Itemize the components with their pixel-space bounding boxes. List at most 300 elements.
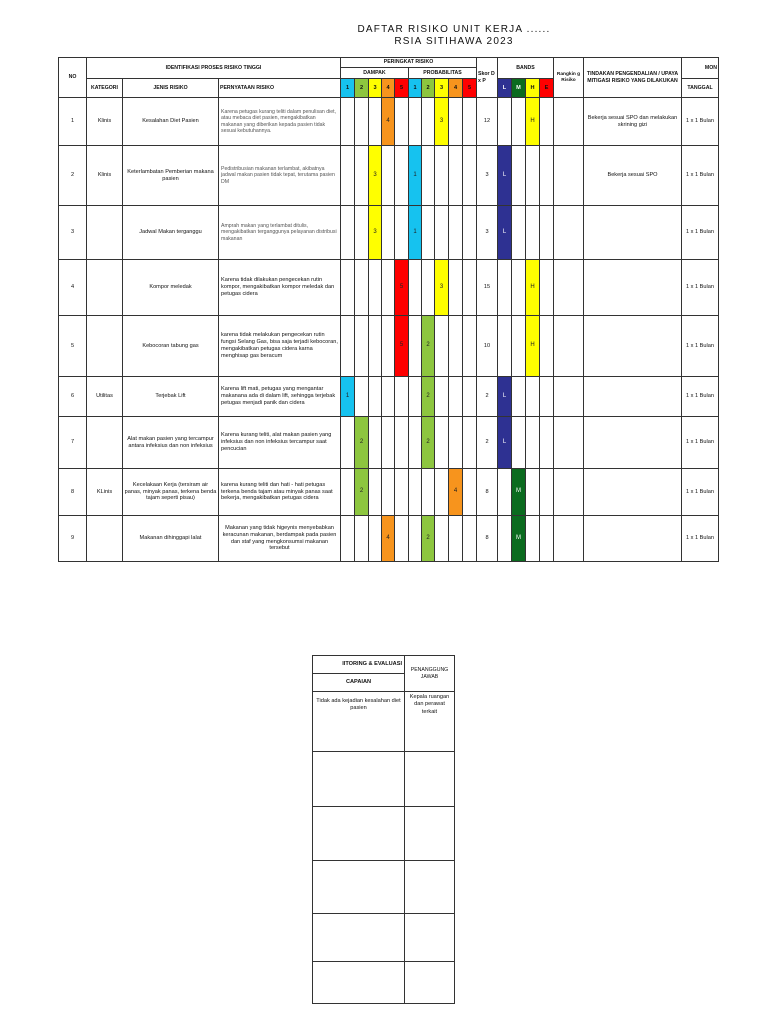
- dampak-cell-2: [355, 98, 369, 146]
- dampak-cell-1: [341, 516, 355, 562]
- row-pernyataan: karena kurang teliti dan hati - hati petugas terkena benda tajam atau minyak panas saat bekerja, mengakibatkan petugas cidera: [219, 469, 341, 516]
- band-cell-H: [526, 146, 540, 206]
- scale-dampak-5: [395, 79, 409, 98]
- scale-dampak-4: [382, 79, 395, 98]
- probabilitas-cell-4: [449, 260, 463, 316]
- probabilitas-cell-2: [422, 146, 435, 206]
- band-cell-H: [526, 206, 540, 260]
- band-value: L: [502, 228, 507, 235]
- sub-capaian: Tidak ada kejadian kesalahan diet pasien: [313, 692, 405, 752]
- row-monitoring: 1 x 1 Bulan: [682, 516, 719, 562]
- dampak-value: 4: [386, 117, 390, 124]
- band-value: L: [502, 171, 507, 178]
- probabilitas-cell-4: [449, 98, 463, 146]
- dampak-value: 3: [373, 228, 377, 235]
- row-kategori: KLinis: [87, 469, 123, 516]
- dampak-cell-5: [395, 516, 409, 562]
- row-kategori: [87, 260, 123, 316]
- band-mark: [512, 516, 526, 562]
- probabilitas-value: 2: [426, 342, 430, 349]
- row-tindakan: [584, 469, 682, 516]
- scale-prob-5: [463, 79, 477, 98]
- header-dampak: DAMPAK: [341, 68, 409, 79]
- table-row: [59, 146, 719, 206]
- dampak-cell-4: [382, 377, 395, 417]
- row-pernyataan: Karena petugas kurang teliti dalam penulisan diet, atau mebaca diet pasien, mengakibatkan makanan yang diberikan kepada pasien tidak sesuai kebutuhannya.: [219, 98, 341, 146]
- row-skor: 12: [477, 98, 498, 146]
- band-cell-H: [526, 417, 540, 469]
- row-skor: 10: [477, 316, 498, 377]
- probabilitas-mark: [422, 516, 435, 562]
- scale-label: 3: [373, 84, 377, 91]
- dampak-cell-3: [369, 98, 382, 146]
- dampak-cell-1: [341, 316, 355, 377]
- dampak-cell-3: [369, 469, 382, 516]
- probabilitas-mark: [422, 417, 435, 469]
- table-row: [59, 469, 719, 516]
- band-cell-E: [540, 469, 554, 516]
- row-pernyataan: Makanan yang tidak higeynis menyebabkan keracunan makanan, berdampak pada pasien dan staf yang mengkonsumsi makanan tersebut: [219, 516, 341, 562]
- row-jenis: Kompor meledak: [123, 260, 219, 316]
- band-header-H: [526, 79, 540, 98]
- dampak-value: 5: [399, 342, 404, 349]
- sub-row: [313, 692, 455, 752]
- scale-prob-3: [435, 79, 449, 98]
- dampak-cell-4: [382, 206, 395, 260]
- band-cell-M: [512, 316, 526, 377]
- band-value: H: [530, 283, 535, 290]
- dampak-mark: [341, 377, 355, 417]
- dampak-cell-4: [382, 417, 395, 469]
- probabilitas-cell-5: [463, 146, 477, 206]
- probabilitas-cell-1: [409, 417, 422, 469]
- dampak-cell-5: [395, 146, 409, 206]
- band-cell-L: [498, 469, 512, 516]
- band-label: E: [544, 84, 549, 91]
- dampak-mark: [355, 417, 369, 469]
- dampak-cell-2: [355, 206, 369, 260]
- row-no: 3: [59, 206, 87, 260]
- sub-header-penanggung: PENANGGUNG JAWAB: [405, 656, 455, 692]
- row-kategori: [87, 316, 123, 377]
- probabilitas-cell-4: [449, 417, 463, 469]
- probabilitas-cell-5: [463, 316, 477, 377]
- row-jenis: Makanan dihinggapi lalat: [123, 516, 219, 562]
- probabilitas-cell-1: [409, 98, 422, 146]
- row-monitoring: 1 x 1 Bulan: [682, 417, 719, 469]
- dampak-cell-1: [341, 417, 355, 469]
- band-label: L: [502, 84, 507, 91]
- dampak-cell-2: [355, 516, 369, 562]
- band-mark: [526, 316, 540, 377]
- row-ranking: [554, 260, 584, 316]
- table-row: [59, 516, 719, 562]
- probabilitas-cell-3: [435, 469, 449, 516]
- dampak-cell-2: [355, 377, 369, 417]
- dampak-cell-4: [382, 316, 395, 377]
- sub-row: [313, 914, 455, 962]
- header-skor: Skor D x P: [477, 58, 498, 98]
- band-cell-M: [512, 206, 526, 260]
- row-monitoring: 1 x 1 Bulan: [682, 377, 719, 417]
- header-ranking: Rangkin g Risiko: [554, 58, 584, 98]
- sub-capaian: [313, 914, 405, 962]
- dampak-cell-5: [395, 377, 409, 417]
- table-row: [59, 417, 719, 469]
- row-ranking: [554, 417, 584, 469]
- band-mark: [498, 206, 512, 260]
- band-mark: [512, 469, 526, 516]
- probabilitas-cell-5: [463, 98, 477, 146]
- header-pernyataan: PERNYATAAN RISIKO: [219, 79, 341, 98]
- dampak-cell-4: [382, 260, 395, 316]
- probabilitas-cell-3: [435, 316, 449, 377]
- probabilitas-value: 2: [426, 438, 430, 445]
- sub-row: [313, 962, 455, 1004]
- probabilitas-cell-1: [409, 469, 422, 516]
- row-ranking: [554, 377, 584, 417]
- dampak-cell-1: [341, 206, 355, 260]
- row-jenis: Keterlambatan Pemberian makana pasien: [123, 146, 219, 206]
- dampak-cell-3: [369, 516, 382, 562]
- sub-row: [313, 861, 455, 914]
- row-ranking: [554, 206, 584, 260]
- sub-penanggung: [405, 807, 455, 861]
- document-subtitle: RSIA SITIHAWA 2023: [394, 36, 514, 47]
- row-jenis: Terjebak Lift: [123, 377, 219, 417]
- band-value: H: [530, 117, 535, 124]
- dampak-cell-1: [341, 146, 355, 206]
- scale-prob-4: [449, 79, 463, 98]
- probabilitas-cell-5: [463, 260, 477, 316]
- row-ranking: [554, 516, 584, 562]
- band-cell-L: [498, 316, 512, 377]
- row-tindakan: [584, 377, 682, 417]
- probabilitas-cell-4: [449, 316, 463, 377]
- dampak-value: 5: [399, 283, 404, 290]
- probabilitas-cell-5: [463, 417, 477, 469]
- probabilitas-mark: [409, 146, 422, 206]
- table-row: [59, 260, 719, 316]
- row-tindakan: [584, 516, 682, 562]
- header-no: NO: [59, 58, 87, 98]
- row-ranking: [554, 316, 584, 377]
- probabilitas-value: 3: [439, 283, 444, 290]
- dampak-cell-2: [355, 260, 369, 316]
- row-monitoring: 1 x 1 Bulan: [682, 146, 719, 206]
- row-tindakan: [584, 206, 682, 260]
- band-header-L: [498, 79, 512, 98]
- document-title: DAFTAR RISIKO UNIT KERJA ......: [357, 24, 551, 35]
- row-skor: 2: [477, 377, 498, 417]
- band-label: H: [530, 84, 535, 91]
- probabilitas-cell-2: [422, 206, 435, 260]
- probabilitas-cell-3: [435, 377, 449, 417]
- row-no: 9: [59, 516, 87, 562]
- band-value: H: [530, 342, 535, 349]
- row-jenis: Kecelakaan Kerja (tersiram air panas, minyak panas, terkena benda tajam seperti pisau): [123, 469, 219, 516]
- probabilitas-mark: [409, 206, 422, 260]
- row-monitoring: 1 x 1 Bulan: [682, 260, 719, 316]
- band-cell-M: [512, 377, 526, 417]
- row-kategori: Klinis: [87, 146, 123, 206]
- row-pernyataan: Karena kurang teliti, alat makan pasien yang infeksius dan non infeksius tercampur saat pencucian: [219, 417, 341, 469]
- row-monitoring: 1 x 1 Bulan: [682, 469, 719, 516]
- band-cell-H: [526, 516, 540, 562]
- row-skor: 2: [477, 417, 498, 469]
- probabilitas-value: 2: [426, 534, 430, 541]
- sub-capaian: [313, 962, 405, 1004]
- probabilitas-cell-5: [463, 469, 477, 516]
- dampak-cell-5: [395, 417, 409, 469]
- band-mark: [526, 260, 540, 316]
- scale-label: 1: [413, 84, 417, 91]
- header-bands: BANDS: [498, 58, 554, 79]
- band-cell-M: [512, 146, 526, 206]
- dampak-mark: [369, 146, 382, 206]
- row-pernyataan: karena tidak melakukan pengecekan rutin fungsi Selang Gas, bisa saja terjadi kebocoran, mengakibatkan petugas cidera karna menghisap gas beracum: [219, 316, 341, 377]
- scale-label: 3: [439, 84, 444, 91]
- band-value: M: [516, 534, 521, 541]
- risk-register-table: [58, 57, 719, 562]
- table-row: [59, 98, 719, 146]
- band-header-M: [512, 79, 526, 98]
- sub-penanggung: [405, 962, 455, 1004]
- dampak-value: 4: [386, 534, 390, 541]
- row-ranking: [554, 98, 584, 146]
- scale-label: 5: [467, 84, 472, 91]
- row-jenis: Jadwal Makan terganggu: [123, 206, 219, 260]
- row-monitoring: 1 x 1 Bulan: [682, 98, 719, 146]
- probabilitas-value: 1: [413, 171, 417, 178]
- row-kategori: Klinis: [87, 98, 123, 146]
- row-monitoring: 1 x 1 Bulan: [682, 206, 719, 260]
- probabilitas-cell-3: [435, 206, 449, 260]
- scale-dampak-2: [355, 79, 369, 98]
- scale-label: 2: [359, 84, 364, 91]
- row-monitoring: 1 x 1 Bulan: [682, 316, 719, 377]
- probabilitas-cell-1: [409, 377, 422, 417]
- band-cell-E: [540, 260, 554, 316]
- probabilitas-cell-1: [409, 316, 422, 377]
- dampak-cell-1: [341, 469, 355, 516]
- band-cell-L: [498, 260, 512, 316]
- header-monitoring: MON: [682, 58, 719, 79]
- dampak-cell-4: [382, 146, 395, 206]
- row-no: 8: [59, 469, 87, 516]
- dampak-mark: [395, 260, 409, 316]
- dampak-value: 1: [345, 392, 350, 399]
- band-mark: [498, 146, 512, 206]
- row-pernyataan: Karena tidak dilakukan pengecekan rutin kompor, mengakibatkan kompor meledak dan petugas cidera: [219, 260, 341, 316]
- dampak-mark: [382, 98, 395, 146]
- band-cell-E: [540, 377, 554, 417]
- sub-row: [313, 752, 455, 807]
- row-no: 1: [59, 98, 87, 146]
- band-label: M: [516, 84, 521, 91]
- probabilitas-mark: [449, 469, 463, 516]
- probabilitas-cell-4: [449, 206, 463, 260]
- band-cell-L: [498, 516, 512, 562]
- dampak-value: 3: [373, 171, 377, 178]
- row-skor: 8: [477, 469, 498, 516]
- probabilitas-cell-4: [449, 516, 463, 562]
- band-cell-M: [512, 98, 526, 146]
- band-cell-E: [540, 417, 554, 469]
- sub-penanggung: [405, 752, 455, 807]
- row-kategori: [87, 206, 123, 260]
- sub-penanggung: Kepala ruangan dan perawat terkait: [405, 692, 455, 752]
- band-value: L: [502, 438, 507, 445]
- row-no: 5: [59, 316, 87, 377]
- dampak-cell-1: [341, 260, 355, 316]
- row-pernyataan: Amprah makan yang terlambat ditulis, mengakibatkan terganggunya pelayanan distribusi makanan: [219, 206, 341, 260]
- dampak-value: 2: [359, 488, 364, 495]
- row-pernyataan: Karena lift mati, petugas yang mengantar makanana ada di dalam lift, sehingga terjebak petugas menjadi panik dan cidera: [219, 377, 341, 417]
- band-cell-M: [512, 260, 526, 316]
- probabilitas-cell-3: [435, 417, 449, 469]
- band-cell-H: [526, 377, 540, 417]
- band-cell-M: [512, 417, 526, 469]
- scale-label: 1: [345, 84, 350, 91]
- probabilitas-cell-2: [422, 98, 435, 146]
- sub-penanggung: [405, 861, 455, 914]
- row-tindakan: Bekerja sesuai SPO dan melakukan skrining gizi: [584, 98, 682, 146]
- row-tindakan: [584, 417, 682, 469]
- probabilitas-cell-2: [422, 260, 435, 316]
- band-cell-L: [498, 98, 512, 146]
- table-row: [59, 316, 719, 377]
- header-tindakan: TINDAKAN PENGENDALIAN / UPAYA MITIGASI RISIKO YANG DILAKUKAN: [584, 58, 682, 98]
- probabilitas-mark: [422, 377, 435, 417]
- probabilitas-cell-5: [463, 377, 477, 417]
- probabilitas-cell-5: [463, 516, 477, 562]
- probabilitas-mark: [422, 316, 435, 377]
- band-cell-E: [540, 98, 554, 146]
- dampak-cell-4: [382, 469, 395, 516]
- probabilitas-mark: [435, 98, 449, 146]
- dampak-mark: [355, 469, 369, 516]
- dampak-cell-5: [395, 206, 409, 260]
- probabilitas-cell-2: [422, 469, 435, 516]
- scale-label: 2: [426, 84, 430, 91]
- band-cell-E: [540, 516, 554, 562]
- probabilitas-cell-1: [409, 260, 422, 316]
- row-tindakan: [584, 260, 682, 316]
- row-skor: 3: [477, 206, 498, 260]
- row-tindakan: Bekerja sesuai SPO: [584, 146, 682, 206]
- header-jenis: JENIS RISIKO: [123, 79, 219, 98]
- probabilitas-cell-4: [449, 146, 463, 206]
- sub-capaian: [313, 861, 405, 914]
- dampak-mark: [369, 206, 382, 260]
- row-skor: 8: [477, 516, 498, 562]
- band-cell-E: [540, 206, 554, 260]
- dampak-value: 2: [359, 438, 364, 445]
- band-mark: [526, 98, 540, 146]
- band-header-E: [540, 79, 554, 98]
- band-value: L: [502, 392, 507, 399]
- dampak-cell-3: [369, 417, 382, 469]
- header-peringkat: PERINGKAT RISIKO: [341, 58, 477, 68]
- dampak-mark: [395, 316, 409, 377]
- monitoring-evaluation-table: [312, 655, 455, 1004]
- probabilitas-value: 4: [453, 488, 458, 495]
- sub-capaian: [313, 807, 405, 861]
- band-cell-H: [526, 469, 540, 516]
- scale-prob-1: [409, 79, 422, 98]
- dampak-cell-1: [341, 98, 355, 146]
- scale-label: 5: [399, 84, 404, 91]
- row-no: 2: [59, 146, 87, 206]
- scale-dampak-3: [369, 79, 382, 98]
- header-tanggal: TANGGAL: [682, 79, 719, 98]
- row-skor: 3: [477, 146, 498, 206]
- dampak-mark: [382, 516, 395, 562]
- band-mark: [498, 417, 512, 469]
- probabilitas-value: 2: [426, 392, 430, 399]
- dampak-cell-5: [395, 469, 409, 516]
- row-no: 7: [59, 417, 87, 469]
- scale-label: 4: [453, 84, 458, 91]
- probabilitas-cell-1: [409, 516, 422, 562]
- dampak-cell-5: [395, 98, 409, 146]
- probabilitas-value: 3: [439, 117, 444, 124]
- row-ranking: [554, 469, 584, 516]
- probabilitas-cell-5: [463, 206, 477, 260]
- row-no: 6: [59, 377, 87, 417]
- row-kategori: Utilitas: [87, 377, 123, 417]
- band-cell-E: [540, 146, 554, 206]
- dampak-cell-2: [355, 316, 369, 377]
- scale-dampak-1: [341, 79, 355, 98]
- probabilitas-cell-4: [449, 377, 463, 417]
- row-no: 4: [59, 260, 87, 316]
- dampak-cell-3: [369, 377, 382, 417]
- header-identifikasi: IDENTIFIKASI PROSES RISIKO TINGGI: [87, 58, 341, 79]
- probabilitas-value: 1: [413, 228, 417, 235]
- row-pernyataan: Pedistribusian makanan terlambat, akibatnya jadwal makan pasien tidak tepat, terutama pasien DM: [219, 146, 341, 206]
- sub-capaian: [313, 752, 405, 807]
- header-probabilitas: PROBABILITAS: [409, 68, 477, 79]
- dampak-cell-3: [369, 260, 382, 316]
- scale-label: 4: [386, 84, 390, 91]
- probabilitas-cell-3: [435, 146, 449, 206]
- probabilitas-cell-3: [435, 516, 449, 562]
- row-jenis: Alat makan pasien yang tercampur antara infeksius dan non infeksius: [123, 417, 219, 469]
- scale-prob-2: [422, 79, 435, 98]
- row-ranking: [554, 146, 584, 206]
- header-kategori: KATEGORI: [87, 79, 123, 98]
- band-cell-E: [540, 316, 554, 377]
- table-row: [59, 377, 719, 417]
- row-kategori: [87, 516, 123, 562]
- sub-header-monitoring: IITORING & EVALUASI: [313, 656, 405, 674]
- sub-header-capaian: CAPAIAN: [313, 674, 405, 692]
- dampak-cell-2: [355, 146, 369, 206]
- band-mark: [498, 377, 512, 417]
- sub-row: [313, 807, 455, 861]
- table-row: [59, 206, 719, 260]
- row-tindakan: [584, 316, 682, 377]
- sub-penanggung: [405, 914, 455, 962]
- probabilitas-mark: [435, 260, 449, 316]
- row-jenis: Kebocoran tabung gas: [123, 316, 219, 377]
- dampak-cell-3: [369, 316, 382, 377]
- row-skor: 15: [477, 260, 498, 316]
- band-value: M: [516, 488, 521, 495]
- row-kategori: [87, 417, 123, 469]
